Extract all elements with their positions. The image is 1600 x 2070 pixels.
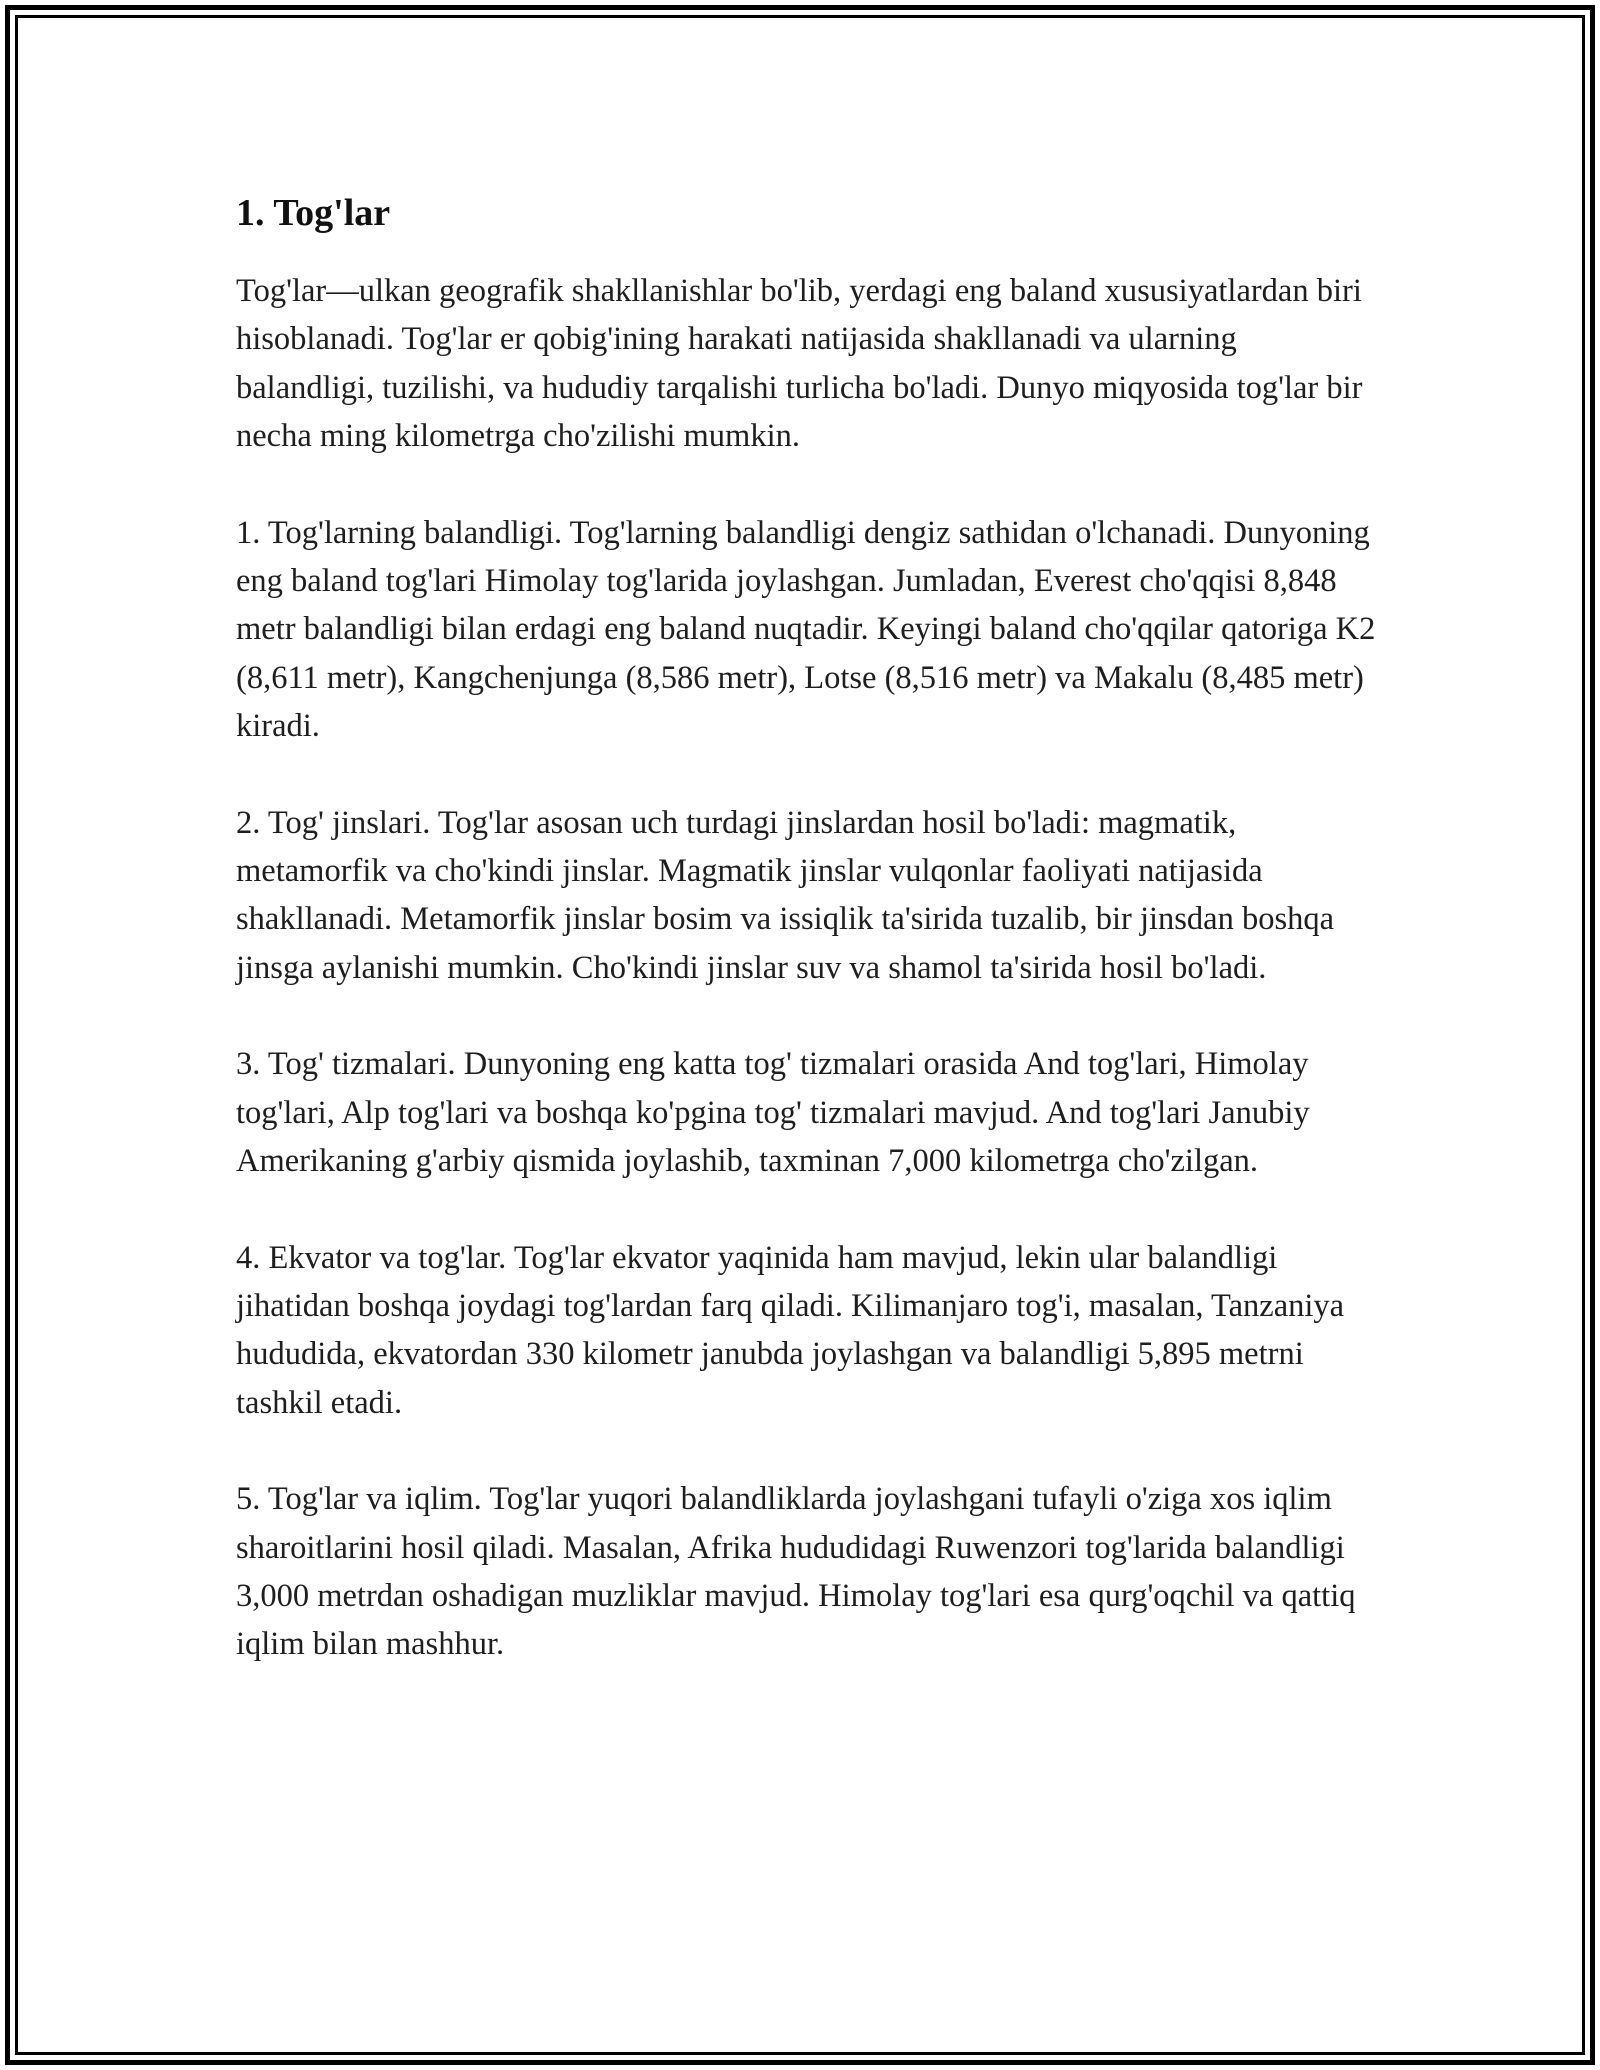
paragraph-mountain-climate: 5. Tog'lar va iqlim. Tog'lar yuqori balandliklarda joylashgani tufayli o'ziga xos iqlim sharoitlarini hosil qiladi. Masalan, Afrika hududidagi Ruwenzori tog'larida balandligi 3,000 metrdan oshadigan muzliklar mavjud. Himolay tog'lari esa qurg'oqchil va qattiq iqlim bilan mashhur. [236,1481,1356,1663]
paragraph-mountain-height: 1. Tog'larning balandligi. Tog'larning balandligi dengiz sathidan o'lchanadi. Dunyoning eng baland tog'lari Himolay tog'larida joylashgan. Jumladan, Everest cho'qqisi 8,848 metr balandligi bilan erdagi eng baland nuqtadir. Keyingi baland cho'qqilar qatoriga K2 (8,611 metr), Kangchenjunga (8,586 metr), Lotse (8,516 metr) va Makalu (8,485 metr) kiradi. [236,514,1376,745]
intro-paragraph: Tog'lar—ulkan geografik shakllanishlar bo'lib, yerdagi eng baland xususiyatlardan biri hisoblanadi. Tog'lar er qobig'ining harakati natijasida shakllanadi va ularning balandligi, tuzilishi, va hududiy tarqalishi turlicha bo'ladi. Dunyo miqyosida tog'lar bir necha ming kilometrga cho'zilishi mumkin. [236,273,1363,455]
paragraph-mountain-rocks: 2. Tog' jinslari. Tog'lar asosan uch turdagi jinslardan hosil bo'ladi: magmatik, metamorfik va cho'kindi jinslar. Magmatik jinslar vulqonlar faoliyati natijasida shakllanadi. Metamorfik jinslar bosim va issiqlik ta'sirida tuzalib, bir jinsdan boshqa jinsga aylanishi mumkin. Cho'kindi jinslar suv va shamol ta'sirida hosil bo'ladi. [236,804,1335,986]
document-title: 1. Tog'lar [236,192,391,234]
paragraph-equator-mountains: 4. Ekvator va tog'lar. Tog'lar ekvator yaqinida ham mavjud, lekin ular balandligi jihatidan boshqa joydagi tog'lardan farq qiladi. Kilimanjaro tog'i, masalan, Tanzaniya hududida, ekvatordan 330 kilometr janubda joylashgan va balandligi 5,895 metrni tashkil etadi. [236,1239,1345,1421]
document-body [236,185,1376,1717]
paragraph-mountain-ranges: 3. Tog' tizmalari. Dunyoning eng katta tog' tizmalari orasida And tog'lari, Himolay tog'lari, Alp tog'lari va boshqa ko'pgina tog' tizmalari mavjud. And tog'lari Janubiy Amerikaning g'arbiy qismida joylashib, taxminan 7,000 kilometrga cho'zilgan. [236,1046,1310,1180]
